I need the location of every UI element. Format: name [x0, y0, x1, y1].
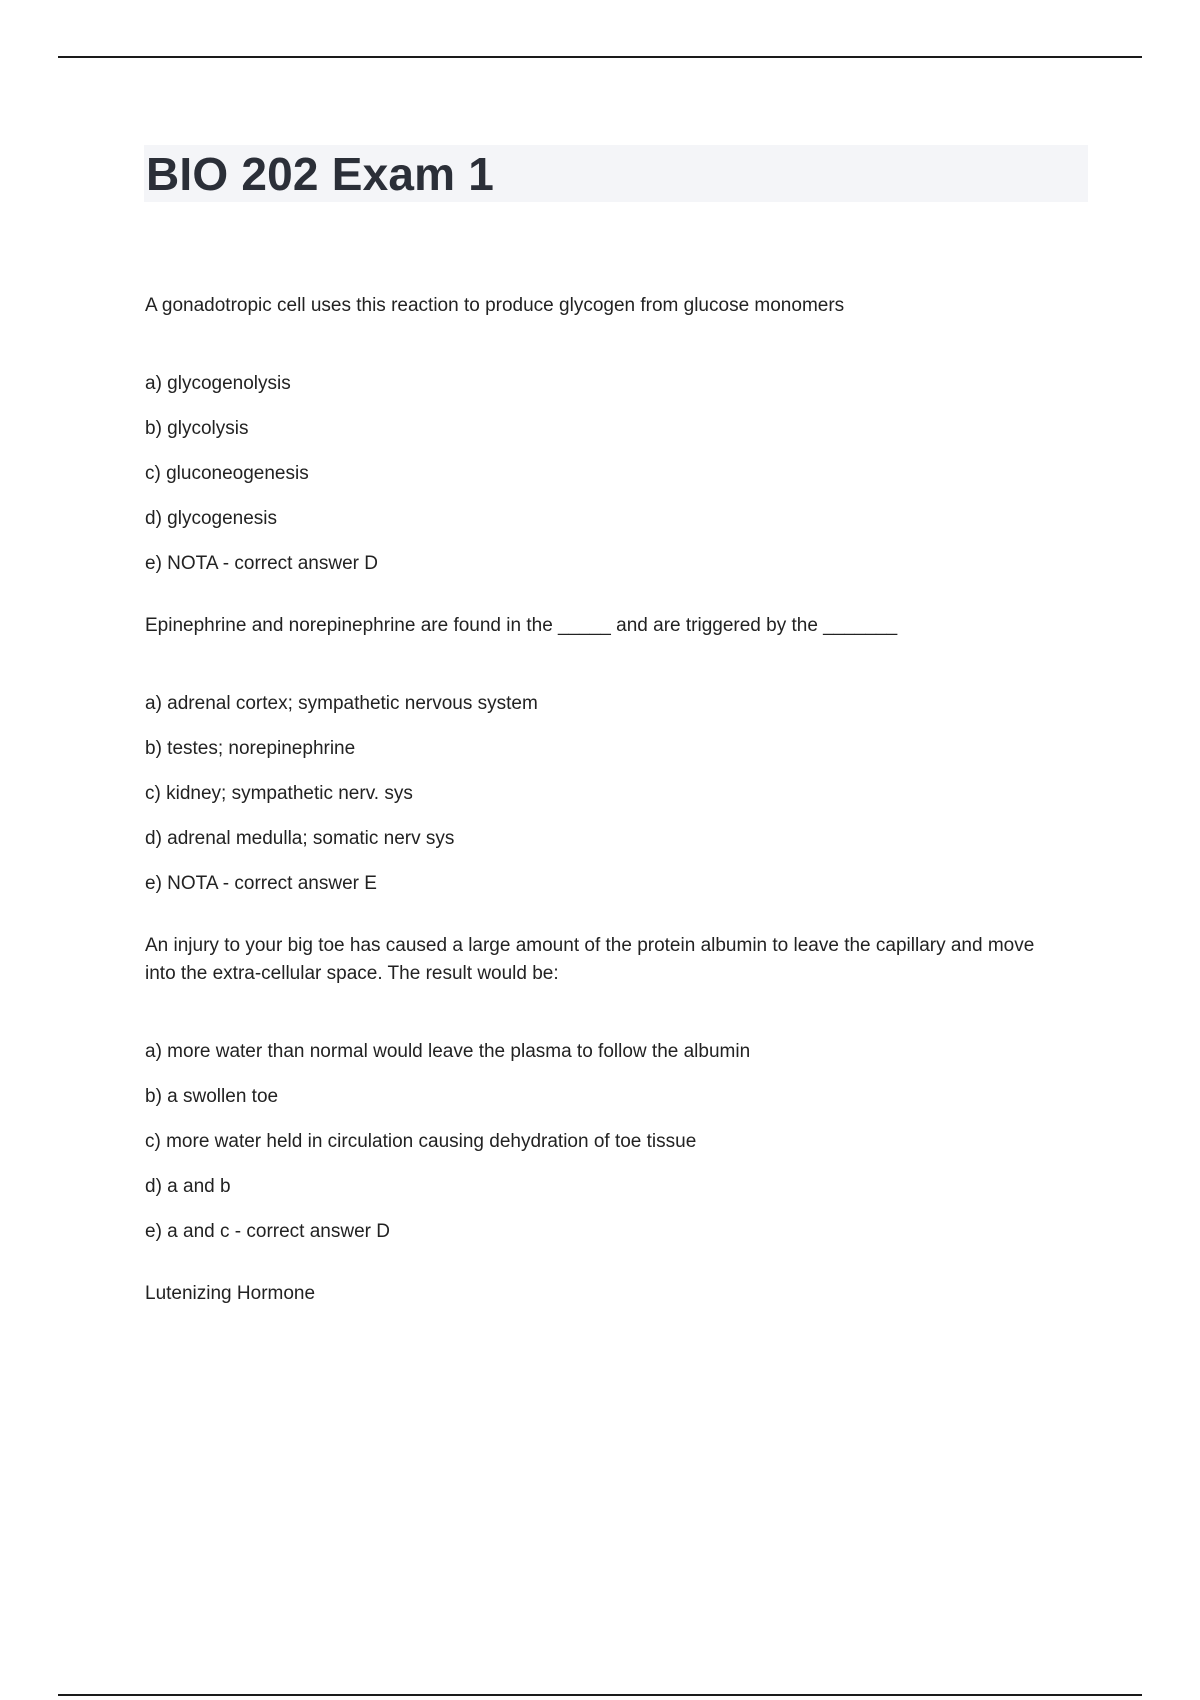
option-item: a) adrenal cortex; sympathetic nervous system: [145, 693, 538, 714]
question-text: An injury to your big toe has caused a large amount of the protein albumin to leave the capillary and move into the extra-cellular space. The result would be:: [145, 935, 1035, 984]
option-item: a) glycogenolysis: [145, 373, 291, 394]
option-list: [145, 690, 1065, 898]
option-item: c) more water held in circulation causing dehydration of toe tissue: [145, 1131, 697, 1152]
document-body: [145, 292, 1065, 1308]
option-item: c) gluconeogenesis: [145, 463, 309, 484]
page-title: BIO 202 Exam 1: [146, 148, 495, 200]
option-list: [145, 1038, 1065, 1246]
option-item: e) NOTA - correct answer D: [145, 553, 378, 574]
option-item: a) more water than normal would leave the plasma to follow the albumin: [145, 1041, 751, 1062]
final-term: Lutenizing Hormone: [145, 1283, 316, 1304]
option-item: b) testes; norepinephrine: [145, 738, 356, 759]
question-block-1: [145, 292, 1065, 578]
question-block-3: [145, 932, 1065, 1246]
option-item: b) a swollen toe: [145, 1086, 279, 1107]
option-item: d) adrenal medulla; somatic nerv sys: [145, 828, 455, 849]
option-item: e) NOTA - correct answer E: [145, 873, 377, 894]
question-text: Epinephrine and norepinephrine are found in the _____ and are triggered by the _______: [145, 615, 898, 636]
option-item: d) glycogenesis: [145, 508, 278, 529]
top-rule: [58, 56, 1142, 58]
option-item: b) glycolysis: [145, 418, 249, 439]
bottom-rule: [58, 1694, 1142, 1696]
question-text: A gonadotropic cell uses this reaction to produce glycogen from glucose monomers: [145, 295, 845, 316]
option-list: [145, 370, 1065, 578]
option-item: d) a and b: [145, 1176, 231, 1197]
question-block-2: [145, 612, 1065, 898]
option-item: e) a and c - correct answer D: [145, 1221, 390, 1242]
option-item: c) kidney; sympathetic nerv. sys: [145, 783, 413, 804]
